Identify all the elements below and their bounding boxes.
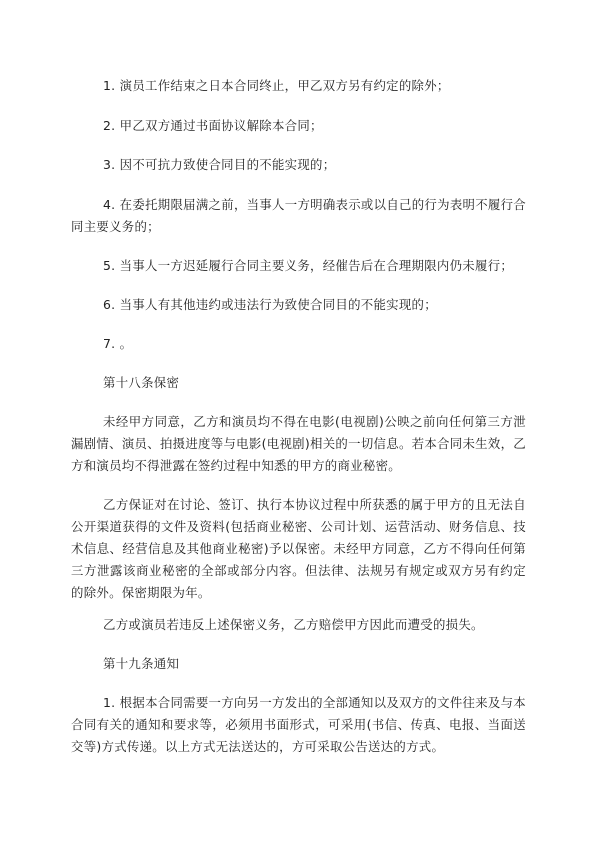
confidentiality-paragraph-3: 乙方或演员若违反上述保密义务，乙方赔偿甲方因此而遭受的损失。: [103, 617, 484, 632]
section-heading-notice: 第十九条通知: [103, 656, 180, 671]
clause-termination-item-1: 1. 演员工作结束之日本合同终止，甲乙双方另有约定的除外；: [103, 78, 450, 93]
clause-termination-item-3: 3. 因不可抗力致使合同目的不能实现的；: [103, 157, 336, 172]
clause-termination-item-4: 4. 在委托期限届满之前，当事人一方明确表示或以自己的行为表明不履行合同主要义务的；: [71, 197, 526, 234]
section-heading-confidentiality: 第十八条保密: [103, 375, 180, 390]
notice-paragraph-1: 1. 根据本合同需要一方向另一方发出的全部通知以及双方的文件往来及与本合同有关的通知和要求等，必须用书面形式，可采用(书信、传真、电报、当面送交等)方式传递。以上方式无法送达的，方可采取公告送达的方式。: [71, 695, 526, 754]
clause-termination-item-5: 5. 当事人一方迟延履行合同主要义务，经催告后在合理期限内仍未履行；: [103, 258, 514, 273]
clause-termination-item-6: 6. 当事人有其他违约或违法行为致使合同目的不能实现的；: [103, 297, 437, 312]
confidentiality-paragraph-2: 乙方保证对在讨论、签订、执行本协议过程中所获悉的属于甲方的且无法自公开渠道获得的文件及资料(包括商业秘密、公司计划、运营活动、财务信息、技术信息、经营信息及其他商业秘密)予以保密。未经甲方同意，乙方不得向任何第三方泄露该商业秘密的全部或部分内容。但法律、法规另有规定或双方另有约定的除外。保密期限为年。: [71, 497, 526, 600]
clause-termination-item-2: 2. 甲乙双方通过书面协议解除本合同；: [103, 118, 323, 133]
confidentiality-paragraph-1: 未经甲方同意，乙方和演员均不得在电影(电视剧)公映之前向任何第三方泄漏剧情、演员、拍摄进度等与电影(电视剧)相关的一切信息。若本合同未生效，乙方和演员均不得泄露在签约过程中知悉的甲方的商业秘密。: [71, 414, 526, 473]
clause-termination-item-7: 7. 。: [103, 336, 133, 351]
